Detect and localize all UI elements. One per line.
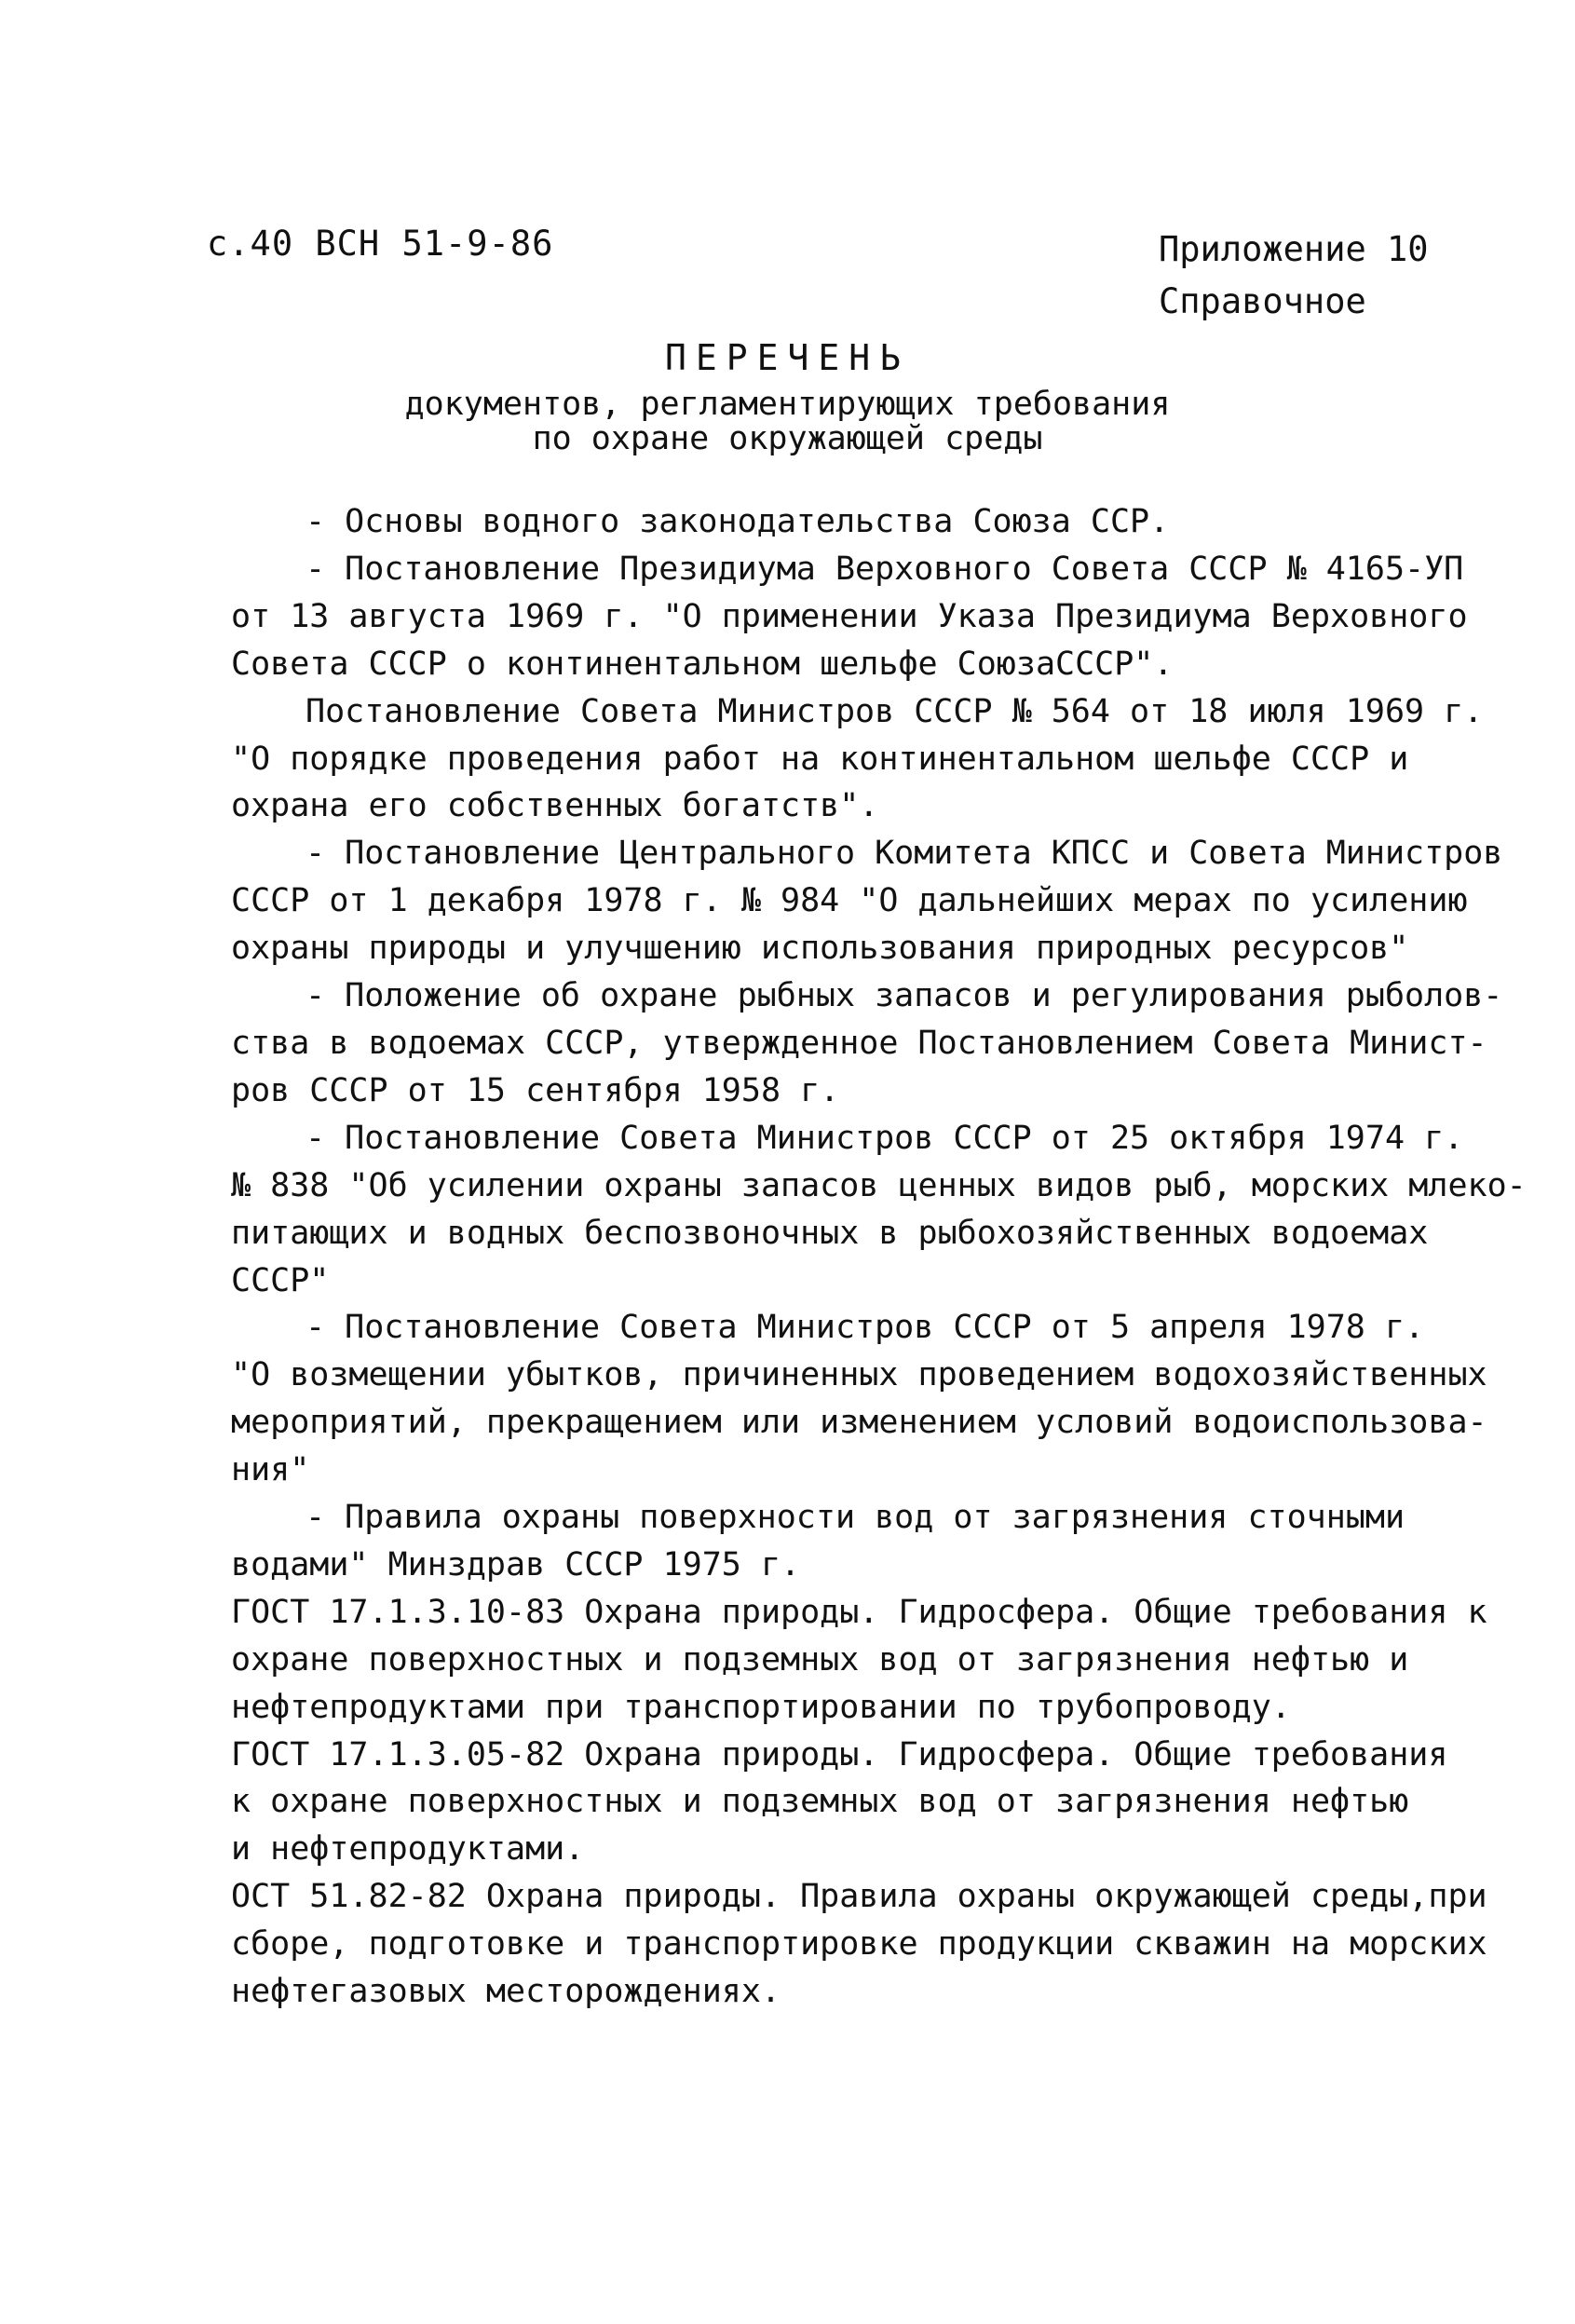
body-line: охрана его собственных богатств". xyxy=(231,787,879,825)
body-line: ГОСТ 17.1.3.10-83 Охрана природы. Гидросфера. Общие требования к xyxy=(231,1593,1487,1631)
body-line: СССР от 1 декабря 1978 г. № 984 "О дальнейших мерах по усилению xyxy=(231,882,1468,920)
body-line: - Постановление Центрального Комитета КПСС и Совета Министров xyxy=(305,835,1503,873)
body-line: - Постановление Совета Министров СССР от 5 апреля 1978 г. xyxy=(305,1309,1425,1347)
body-line: ства в водоемах СССР, утвержденное Постановлением Совета Минист- xyxy=(231,1024,1487,1062)
body-line: мероприятий, прекращением или изменением условий водоиспользова- xyxy=(231,1404,1487,1442)
body-line: нефтегазовых месторождениях. xyxy=(231,1973,781,2011)
body-line: и нефтепродуктами. xyxy=(231,1830,585,1869)
document-title: ПЕРЕЧЕНЬ xyxy=(664,337,911,378)
body-line: ОСТ 51.82-82 Охрана природы. Правила охраны окружающей среды,при xyxy=(231,1878,1487,1916)
appendix-label xyxy=(1159,224,1429,328)
body-line: ния" xyxy=(231,1451,310,1489)
body-line: - Постановление Совета Министров СССР от 25 октября 1974 г. xyxy=(305,1119,1464,1157)
body-line: № 838 "Об усилении охраны запасов ценных видов рыб, морских млеко- xyxy=(231,1166,1527,1204)
body-line: "О возмещении убытков, причиненных проведением водохозяйственных xyxy=(231,1356,1487,1394)
document-body xyxy=(231,498,1527,2016)
body-line: - Постановление Президиума Верховного Совета СССР № 4165-УП xyxy=(305,550,1464,588)
body-line: от 13 августа 1969 г. "О применении Указа Президиума Верховного xyxy=(231,597,1468,635)
body-line: Совета СССР о континентальном шельфе СоюзаСССР". xyxy=(231,645,1174,683)
body-line: охране поверхностных и подземных вод от загрязнения нефтью и xyxy=(231,1640,1409,1678)
subtitle-line-2: по охране окружающей среды xyxy=(532,420,1043,457)
body-line: - Основы водного законодательства Союза ССР. xyxy=(305,503,1170,540)
body-line: питающих и водных беспозвоночных в рыбохозяйственных водоемах xyxy=(231,1214,1429,1252)
page-header-code: с.40 ВСН 51-9-86 xyxy=(207,224,554,264)
body-line: нефтепродуктами при транспортировании по трубопроводу. xyxy=(231,1688,1291,1726)
body-line: к охране поверхностных и подземных вод от загрязнения нефтью xyxy=(231,1783,1409,1821)
body-line: СССР" xyxy=(231,1261,330,1299)
body-line: ров СССР от 15 сентября 1958 г. xyxy=(231,1071,840,1109)
body-line: Постановление Совета Министров СССР № 564 от 18 июля 1969 г. xyxy=(305,692,1484,730)
body-line: - Положение об охране рыбных запасов и регулирования рыболов- xyxy=(305,977,1503,1015)
appendix-type: Справочное xyxy=(1159,281,1366,321)
document-subtitle xyxy=(0,387,1575,456)
body-line: - Правила охраны поверхности вод от загрязнения сточными xyxy=(305,1499,1405,1537)
appendix-number: Приложение 10 xyxy=(1159,229,1429,269)
body-line: охраны природы и улучшению использования природных ресурсов" xyxy=(231,930,1409,968)
subtitle-line-1: документов, регламентирующих требования xyxy=(404,386,1171,423)
body-line: "О порядке проведения работ на континентальном шельфе СССР и xyxy=(231,740,1409,778)
body-line: ГОСТ 17.1.3.05-82 Охрана природы. Гидросфера. Общие требования xyxy=(231,1735,1448,1774)
body-line: водами" Минздрав СССР 1975 г. xyxy=(231,1545,801,1583)
body-line: сборе, подготовке и транспортировке продукции скважин на морских xyxy=(231,1925,1487,1964)
